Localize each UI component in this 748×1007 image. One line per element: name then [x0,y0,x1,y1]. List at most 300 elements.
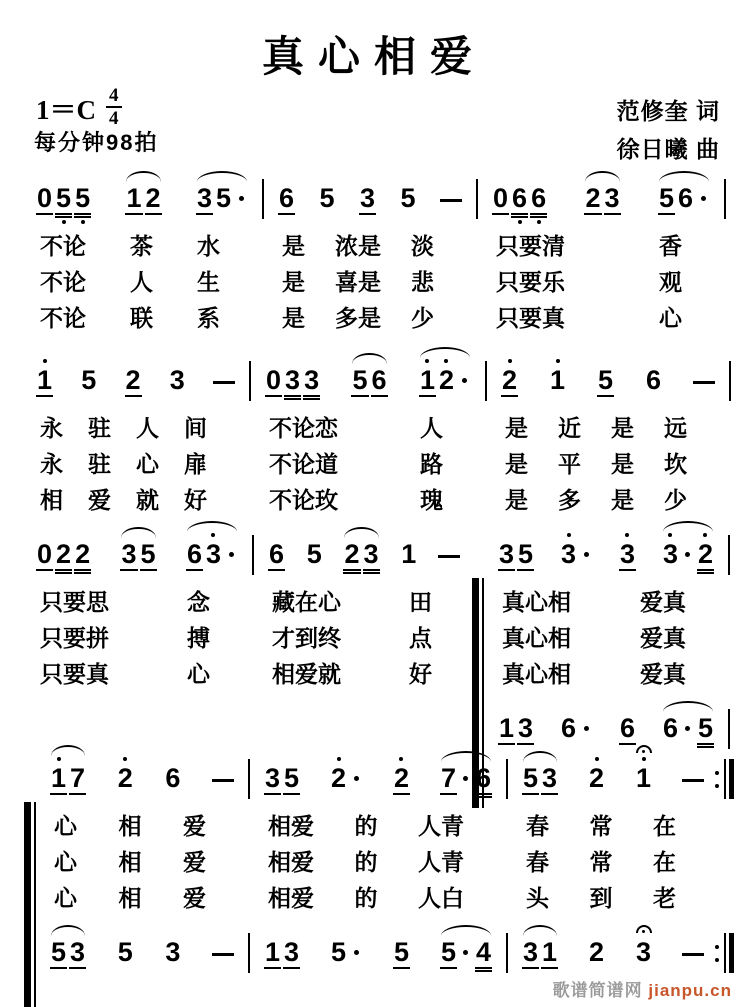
lyric-syllable: 远 [664,416,687,441]
note-group [400,539,417,580]
slur-group [419,346,471,406]
system-2 [0,346,748,514]
octave-dot-low [62,220,66,224]
lyric-measure [42,808,242,841]
note-3: 3 [196,183,212,213]
lyric-syllable: 念 [187,590,210,615]
slur-arc [663,521,713,532]
watermark-site-url[interactable]: jianpu.cn [648,981,732,1000]
note-group [393,937,410,978]
lyric-measure [484,300,718,333]
lyric-line [0,621,748,652]
note-group [597,365,614,406]
lyric-syllable: 是 [282,234,305,259]
beam-underline [604,213,621,215]
beam-underline [145,213,162,215]
beam-underline [284,398,301,400]
note-2: 2 [117,757,134,804]
composer: 徐日曦 曲 [616,136,720,162]
slur-arc [441,751,491,762]
beam-underline [498,569,515,571]
separator [712,933,736,978]
beam-underline [530,213,547,215]
notation-line [0,346,748,406]
lyric-measure [270,300,470,333]
lyric-syllable: 真心相 [502,590,571,615]
note-group [645,365,662,406]
note-3: 3 [360,183,376,213]
lyric-measure [257,410,479,443]
separator [479,361,493,406]
beam-underline [475,967,492,969]
note-6: 6 [677,183,693,213]
barline [248,933,250,973]
lyric-measure [270,228,470,261]
time-signature [106,86,122,128]
octave-dot-low [518,220,522,224]
measure [484,170,718,224]
beam-underline [140,569,157,571]
beam-underline [440,967,457,969]
beam-underline [343,572,360,574]
lyric-syllable: 人 [420,416,443,441]
note-2: 2 [125,365,141,395]
lyric-measure [514,808,712,841]
lyric-syllable: 近 [558,416,581,441]
lyric-syllable: 爱 [183,850,206,875]
augmentation-dot [234,183,248,224]
note-group [169,365,186,406]
note-group [619,533,636,580]
note-group [400,183,417,224]
lyric-syllable: 爱 [183,886,206,911]
lyric-measure [484,228,718,261]
beam-underline [36,213,53,215]
lyricist: 范修奎 词 [616,98,720,124]
lyric-syllable: 心 [136,452,159,477]
note-group [264,763,300,804]
lyric-syllable: 人白 [418,886,464,911]
lyric-syllable: 不论 [40,270,86,295]
lyric-syllable: 瑰 [420,488,443,513]
beam-underline [419,395,436,397]
slur-group [522,750,558,804]
octave-dot-high [625,533,629,537]
lyric-syllable: 喜是 [335,270,381,295]
note-group [498,539,534,580]
slur-group [662,520,714,580]
beam-underline [69,793,86,795]
slur-arc [659,171,709,182]
barline [728,709,730,749]
key-label: 1＝C [36,94,96,125]
beam-underline [69,967,86,969]
measure [28,520,246,580]
note-group [492,183,547,224]
lyric-syllable: 相 [118,814,142,839]
note-5: 5 [598,365,614,395]
slur-group [196,170,248,224]
beam-underline [522,967,539,969]
lyric-measure [493,410,723,443]
lyric-syllable: 常 [589,814,613,839]
beam-underline [264,793,281,795]
slur-arc [663,701,713,712]
lyric-measure [514,880,712,913]
lyric-syllable: 悲 [411,270,434,295]
measure [257,346,479,406]
slur-group [522,924,558,978]
separator [242,933,256,978]
octave-dot-high [703,533,707,537]
barline [248,759,250,799]
lyric-syllable: 真心相 [502,626,571,651]
lyric-syllable: 搏 [187,626,210,651]
lyric-syllable: 只要思 [40,590,109,615]
lyric-measure [256,880,500,913]
lyric-syllable: 人青 [418,850,464,875]
lyric-syllable: 在 [653,814,676,839]
lyric-measure [493,482,723,515]
slur-group [50,924,86,978]
beam-underline [597,395,614,397]
lyric-syllable: 相爱 [268,886,314,911]
separator [500,933,514,978]
augmentation-dot [696,183,710,224]
lyric-syllable: 到 [589,886,613,911]
lyric-line [0,881,748,912]
beam-underline [74,572,91,574]
note-3: 3 [363,539,380,580]
beam-underline [303,398,320,400]
slur-arc [352,353,386,364]
octave-dot-high [444,359,448,363]
lyric-syllable: 不论道 [269,452,338,477]
lyric-syllable: 人 [130,270,153,295]
beam-underline [36,395,53,397]
lyric-line [0,809,748,840]
beam-underline [125,213,142,215]
note-group [549,359,566,406]
beam-underline [363,572,380,574]
augmentation-dot [579,539,593,580]
slur-group [125,170,161,224]
lyric-syllable: 相爱 [268,850,314,875]
note-3: 3 [121,539,137,569]
octave-dot-high [668,533,672,537]
note-6: 6 [165,763,181,793]
lyric-syllable: 爱真 [640,662,686,687]
tempo-marking: 每分钟98拍 [34,130,159,155]
note-5: 5 [440,937,456,967]
lyric-measure [28,656,246,689]
beam-underline [343,569,360,571]
note-2: 2 [697,533,714,580]
beam-underline [74,569,91,571]
lyric-syllable: 淡 [411,234,434,259]
measure [28,170,256,224]
sustain-dash [213,381,235,384]
note-3: 3 [518,713,534,743]
note-group [80,365,97,406]
note-5: 5 [518,539,534,569]
note-group [117,757,134,804]
lyric-syllable: 心 [54,850,77,875]
lyric-syllable: 常 [589,850,613,875]
octave-dot-high [211,533,215,537]
augmentation-dot [459,937,473,978]
lyric-measure [260,620,468,653]
lyric-syllable: 田 [409,590,432,615]
measure [42,924,242,978]
slur-arc [523,751,557,762]
note-2: 2 [438,359,455,406]
beam-underline [186,569,203,571]
watermark-site-name: 歌谱简谱网 [552,981,643,1000]
barline [724,179,726,219]
note-5: 5 [74,183,91,224]
lyric-measure [28,584,246,617]
measure [260,526,468,580]
lyric-syllable: 爱真 [640,626,686,651]
note-group [268,539,285,580]
separator [722,535,736,580]
note-5: 5 [393,937,409,967]
note-3: 3 [635,925,652,978]
fermata-icon [636,745,652,756]
lyric-measure [260,584,468,617]
fermata-icon [636,925,652,936]
slur-arc [441,925,491,936]
lyric-syllable: 好 [409,662,432,687]
beam-underline [517,569,534,571]
lyric-line [0,229,748,260]
note-6: 6 [561,713,577,743]
beam-underline [658,213,675,215]
note-1: 1 [542,937,558,967]
note-3: 3 [499,539,515,569]
barline [506,933,508,973]
separator [246,535,260,580]
lyric-syllable: 联 [130,306,153,331]
lyric-syllable: 相 [40,488,63,513]
lyric-syllable: 好 [184,488,207,513]
slur-arc [420,347,470,358]
lyric-syllable: 相 [118,850,142,875]
note-2: 2 [145,183,161,213]
augmentation-dot [681,539,695,580]
sustain-dash [438,555,460,558]
note-0: 0 [37,183,53,213]
sustain-dash [440,199,462,202]
beam-underline [55,213,72,215]
note-group [306,539,323,580]
note-5: 5 [117,937,133,967]
sustain-dash [212,779,234,782]
lyric-syllable: 少 [664,488,687,513]
lyric-syllable: 观 [659,270,682,295]
beam-underline [697,569,714,571]
note-5: 5 [51,937,67,967]
beam-underline [584,213,601,215]
lyric-syllable: 才到终 [272,626,341,651]
barline [262,179,264,219]
slur-group [440,924,492,978]
note-group [501,359,518,406]
note-3: 3 [205,533,222,580]
beam-underline [475,796,492,798]
lyric-syllable: 永 [40,452,63,477]
lyric-syllable: 人青 [418,814,464,839]
note-5: 5 [284,763,300,793]
lyric-line [0,483,748,514]
lyric-syllable: 茶 [130,234,153,259]
lyric-syllable: 多是 [335,306,381,331]
measure [256,750,500,804]
note-group [164,937,181,978]
note-6: 6 [269,539,285,569]
lyric-syllable: 不论 [40,234,86,259]
note-group [36,539,91,580]
separator [712,759,736,804]
lyric-syllable: 是 [505,488,528,513]
lyric-syllable: 是 [505,452,528,477]
note-3: 3 [523,937,539,967]
lyric-measure [28,228,256,261]
lyric-syllable: 老 [653,886,676,911]
note-3: 3 [542,763,558,793]
lyric-measure [256,844,500,877]
note-6: 6 [371,365,387,395]
note-5: 5 [658,183,674,213]
note-3: 3 [560,533,577,580]
slur-arc [121,527,155,538]
system-brace [24,802,36,1007]
slur-arc [51,745,85,756]
beam-underline [74,213,91,215]
lyric-syllable: 的 [354,850,378,875]
lyric-syllable: 水 [197,234,220,259]
note-0: 0 [37,539,53,569]
octave-dot-high [425,359,429,363]
measure [42,744,242,804]
lyric-line [0,301,748,332]
lyric-syllable: 不论恋 [269,416,338,441]
measure [28,359,243,406]
beam-underline [371,395,388,397]
time-signature-upper: 4 [106,86,122,108]
lyric-measure [484,264,718,297]
lyric-syllable: 少 [411,306,434,331]
note-group [278,183,295,224]
lyric-syllable: 只要真 [496,306,565,331]
beam-underline [50,793,67,795]
beam-underline [393,967,410,969]
note-0: 0 [493,183,509,213]
beam-underline [55,572,72,574]
note-1: 1 [126,183,142,213]
note-3: 3 [662,533,679,580]
lyric-syllable: 只要拼 [40,626,109,651]
lyric-syllable: 浓是 [335,234,381,259]
lyric-syllable: 生 [197,270,220,295]
note-6: 6 [662,713,678,743]
note-1: 1 [36,359,53,406]
lyric-syllable: 爱真 [640,590,686,615]
credits [617,92,720,168]
lyric-measure [257,446,479,479]
lyric-measure [42,880,242,913]
note-group [36,183,91,224]
measure [256,924,500,978]
lyric-syllable: 春 [526,814,549,839]
lyric-measure [28,300,256,333]
barline [506,759,508,799]
beam-underline [74,216,91,218]
note-1: 1 [635,745,652,804]
lyric-syllable: 多 [558,488,581,513]
beam-underline [541,967,558,969]
note-group [164,763,181,804]
note-5: 5 [140,539,156,569]
beam-underline [530,216,547,218]
lyric-measure [256,808,500,841]
slur-group [120,526,156,580]
lyric-measure [514,844,712,877]
lyric-measure [490,620,722,653]
augmentation-dot [459,763,473,804]
beam-underline [120,569,137,571]
beam-underline [511,216,528,218]
slur-group [440,750,492,804]
lyric-syllable: 间 [184,416,207,441]
sustain-dash [682,953,704,956]
barline [249,361,251,401]
beam-underline [303,395,320,397]
octave-dot-high [123,757,127,761]
lyric-line [0,411,748,442]
lyric-measure [490,656,722,689]
octave-dot-low [81,220,85,224]
slur-arc [585,171,619,182]
sustain-dash [682,779,704,782]
lyric-syllable: 心 [659,306,682,331]
lyric-syllable: 是 [611,488,634,513]
lyric-syllable: 扉 [184,452,207,477]
note-1: 1 [499,713,515,743]
notation-line [0,168,748,224]
note-5: 5 [306,539,322,569]
lyric-syllable: 是 [505,416,528,441]
note-7: 7 [70,763,86,793]
beam-underline [283,793,300,795]
lyric-syllable: 头 [526,886,549,911]
note-2: 2 [501,359,518,406]
note-group [359,183,376,224]
octave-dot-high [567,533,571,537]
lyric-syllable: 点 [409,626,432,651]
notation-line-voice2 [0,922,748,978]
system-4 [0,744,748,978]
barline [485,361,487,401]
beam-underline [697,572,714,574]
beam-underline [196,213,213,215]
slur-group [186,520,238,580]
beam-underline [55,569,72,571]
lyric-syllable: 永 [40,416,63,441]
sustain-dash [693,381,715,384]
note-3: 3 [284,365,301,406]
